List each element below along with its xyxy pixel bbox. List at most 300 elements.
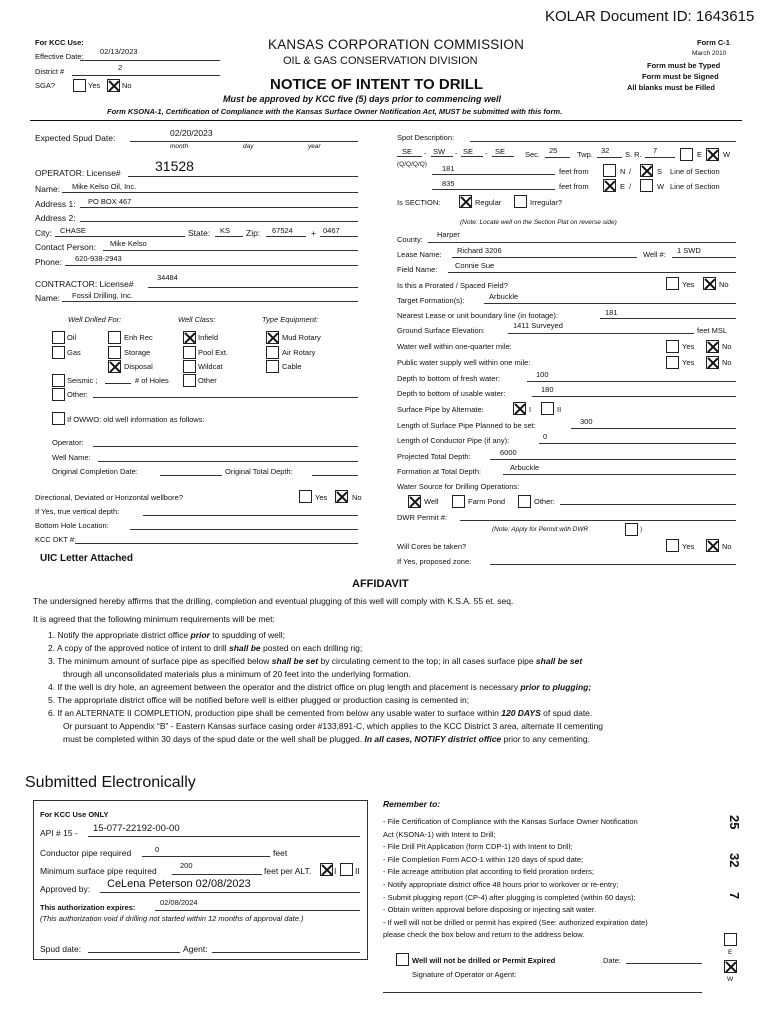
- affidavit-item-6: 6. If an ALTERNATE II COMPLETION, production pipe shall be cemented from below any usable water to surface within 120 DAYS of spud date.: [48, 708, 593, 718]
- range-e-checkbox[interactable]: [706, 148, 719, 161]
- directional-no-label: No: [352, 493, 362, 502]
- water-other-label: Other:: [534, 497, 555, 506]
- east-label: E: [620, 182, 626, 191]
- old-operator-label: Operator:: [52, 438, 84, 447]
- well-number-value[interactable]: 1 SWD: [677, 246, 701, 255]
- side-e-label: E: [728, 949, 733, 956]
- reminders-list: [383, 816, 648, 942]
- header-divider: [30, 120, 742, 121]
- fresh-water-label: Depth to bottom of fresh water:: [397, 374, 500, 383]
- remember-heading: Remember to:: [383, 799, 441, 809]
- north-checkbox[interactable]: [603, 164, 616, 177]
- other-class-label: Other: [198, 376, 217, 385]
- directional-label: Directional, Deviated or Horizontal wellbore?: [35, 493, 183, 502]
- fresh-water-value[interactable]: 100: [536, 370, 549, 379]
- range-line: [645, 157, 675, 158]
- form-number: Form C-1: [697, 38, 730, 47]
- district-label: District #: [35, 67, 65, 76]
- api-line: [88, 836, 360, 837]
- oil-checkbox[interactable]: [52, 331, 65, 344]
- reminder-8b: please check the box below and return to the address below.: [383, 930, 585, 940]
- dwr-permit-label: DWR Permit #:: [397, 513, 448, 522]
- elevation-label: Ground Surface Elevation:: [397, 326, 485, 335]
- spot-description-label: Spot Description:: [397, 133, 455, 142]
- cable-label: Cable: [282, 362, 302, 371]
- contractor-license-value[interactable]: 34484: [157, 273, 178, 282]
- effective-date-line: [80, 60, 220, 61]
- nearest-boundary-value[interactable]: 181: [605, 308, 618, 317]
- owwo-label: If OWWO: old well information as follows:: [67, 415, 205, 424]
- orig-depth-line: [312, 475, 358, 476]
- state-value[interactable]: KS: [220, 226, 231, 235]
- directional-no-checkbox[interactable]: [335, 490, 348, 503]
- public-water-no-checkbox[interactable]: [706, 356, 719, 369]
- agent-label: Agent:: [183, 944, 208, 954]
- holes-line: [105, 383, 131, 384]
- min-surface-pipe-line: [172, 874, 262, 875]
- public-water-label: Public water supply well within one mile:: [397, 358, 531, 367]
- wildcat-checkbox[interactable]: [183, 360, 196, 373]
- sec-line: [545, 157, 570, 158]
- well-number-label: Well #:: [643, 250, 666, 259]
- agency-name: KANSAS CORPORATION COMMISSION: [268, 37, 525, 52]
- spot-description-line: [470, 141, 736, 142]
- kcc-alt-ii-checkbox[interactable]: [340, 863, 353, 876]
- regular-checkbox[interactable]: [459, 195, 472, 208]
- operator-license-value[interactable]: 31528: [155, 158, 194, 174]
- spud-date-label: Expected Spud Date:: [35, 133, 116, 143]
- affidavit-item-1: 1. Notify the appropriate district office prior to spudding of well;: [48, 630, 286, 640]
- contact-value[interactable]: Mike Kelso: [110, 239, 147, 248]
- cores-yes-label: Yes: [682, 542, 695, 551]
- conductor-feet: feet: [273, 848, 288, 858]
- water-quarter-no-label: No: [722, 342, 732, 351]
- holes-label: # of Holes: [135, 376, 169, 385]
- oil-label: Oil: [67, 333, 77, 342]
- target-formation-label: Target Formation(s):: [397, 296, 465, 305]
- surface-pipe-length-label: Length of Surface Pipe Planned to be set:: [397, 421, 536, 430]
- not-drilled-label: Well will not be drilled or Permit Expired: [412, 956, 556, 965]
- pool-ext-checkbox[interactable]: [183, 346, 196, 359]
- sga-yes-label: Yes: [88, 81, 101, 90]
- form-revision-date: March 2010: [692, 50, 727, 57]
- farm-pond-checkbox[interactable]: [452, 495, 465, 508]
- not-drilled-checkbox[interactable]: [396, 953, 409, 966]
- formation-depth-line: [503, 474, 736, 475]
- projected-depth-line: [490, 459, 736, 460]
- orig-depth-label: Original Total Depth:: [225, 467, 293, 476]
- district-line: [72, 75, 220, 76]
- conductor-pipe-label: Length of Conductor Pipe (if any):: [397, 436, 510, 445]
- well-class-heading: Well Class:: [178, 315, 216, 324]
- state-line: [215, 236, 243, 237]
- feet-from-ns-label: feet from: [559, 167, 589, 176]
- other-purpose-label: Other:: [67, 390, 88, 399]
- agent-line: [212, 952, 360, 953]
- sga-no-label: No: [122, 81, 132, 90]
- zip-line: [266, 236, 306, 237]
- type-equipment-heading: Type Equipment:: [262, 315, 319, 324]
- surface-pipe-length-value[interactable]: 300: [580, 417, 593, 426]
- mud-rotary-label: Mud Rotary: [282, 333, 321, 342]
- authorization-void-note: (This authorization void if drilling not started within 12 months of approval date.): [40, 914, 304, 923]
- address1-value[interactable]: PO BOX 467: [88, 197, 132, 206]
- dwr-permit-line: [460, 520, 736, 521]
- lease-name-label: Lease Name:: [397, 250, 442, 259]
- mud-rotary-checkbox[interactable]: [266, 331, 279, 344]
- other-class-checkbox[interactable]: [183, 374, 196, 387]
- water-source-label: Water Source for Drilling Operations:: [397, 482, 520, 491]
- pool-ext-label: Pool Ext.: [198, 348, 229, 357]
- county-label: County:: [397, 235, 423, 244]
- effective-date-label: Effective Date:: [35, 52, 84, 61]
- operator-license-line: [128, 176, 358, 177]
- range-w-label: W: [723, 150, 731, 159]
- operator-name-value[interactable]: Mike Kelso Oil, Inc.: [72, 182, 137, 191]
- locate-note: (Note: Locate well on the Section Plat on reverse side): [460, 219, 617, 226]
- prorated-no-label: No: [719, 280, 729, 289]
- sga-label: SGA?: [35, 81, 56, 90]
- cable-checkbox[interactable]: [266, 360, 279, 373]
- target-formation-line: [484, 303, 736, 304]
- expires-value[interactable]: 02/08/2024: [160, 898, 198, 907]
- signature-line: [383, 992, 702, 993]
- cores-label: Will Cores be taken?: [397, 542, 467, 551]
- formation-depth-value[interactable]: Arbuckle: [510, 463, 540, 472]
- lease-name-value[interactable]: Richard 3206: [457, 246, 502, 255]
- alternate-i-label: I: [529, 405, 532, 414]
- phone-value[interactable]: 620-938-2943: [75, 254, 122, 263]
- affidavit-item-6-cont2: must be completed within 30 days of the spud date or the well shall be plugged. In all cases, NOTIFY district office prior to any cementing.: [63, 734, 590, 744]
- expires-label: This authorization expires:: [40, 903, 136, 912]
- elevation-line: [508, 333, 694, 334]
- projected-depth-label: Projected Total Depth:: [397, 452, 471, 461]
- proposed-zone-label: If Yes, proposed zone:: [397, 557, 472, 566]
- alternate-ii-label: II: [557, 405, 562, 414]
- usable-water-label: Depth to bottom of usable water:: [397, 389, 506, 398]
- owwo-checkbox[interactable]: [52, 412, 65, 425]
- side-w-label: W: [727, 976, 734, 983]
- county-value[interactable]: Harper: [437, 230, 460, 239]
- effective-date-value[interactable]: 02/13/2023: [100, 47, 138, 56]
- affidavit-item-3: 3. The minimum amount of surface pipe as specified below shall be set by circulating cement to the top; in all cases surface pipe shall be set: [48, 656, 583, 666]
- city-label: City:: [35, 228, 52, 238]
- north-label: N: [620, 167, 626, 176]
- orig-completion-line: [160, 475, 222, 476]
- elevation-value[interactable]: 1411 Surveyed: [513, 321, 563, 330]
- quarter1-value[interactable]: SE: [402, 147, 413, 156]
- zip4-value[interactable]: 0467: [323, 226, 340, 235]
- disposal-checkbox[interactable]: [108, 360, 121, 373]
- api-label: API # 15 -: [40, 828, 78, 838]
- water-source-well-checkbox[interactable]: [408, 495, 421, 508]
- phone-line: [65, 265, 358, 266]
- kolar-document-id: KOLAR Document ID: 1643615: [545, 8, 755, 25]
- spud-date-footer-line: [88, 952, 180, 953]
- twp-value[interactable]: 32: [601, 146, 610, 155]
- true-vertical-label: If Yes, true vertical depth:: [35, 507, 120, 516]
- water-quarter-yes-label: Yes: [682, 342, 695, 351]
- operator-name-label: Name:: [35, 184, 61, 194]
- quarter1-line: [397, 156, 422, 157]
- year-caption: year: [308, 143, 321, 150]
- spud-date-value[interactable]: 02/20/2023: [170, 128, 213, 138]
- fresh-water-line: [527, 381, 736, 382]
- zip-value[interactable]: 67524: [272, 226, 293, 235]
- reminder-4: - File acreage attribution plat according to field proration orders;: [383, 867, 594, 877]
- well-number-line: [672, 257, 736, 258]
- prorated-yes-checkbox[interactable]: [666, 277, 679, 290]
- reminder-1: - File Certification of Compliance with the Kansas Surface Owner Notification: [383, 817, 638, 826]
- spud-date-footer-label: Spud date:: [40, 944, 82, 954]
- quarter4-value[interactable]: SE: [495, 147, 506, 156]
- not-drilled-date-label: Date:: [603, 956, 621, 965]
- conductor-pipe-value[interactable]: 0: [543, 432, 548, 441]
- alternate-ii-checkbox[interactable]: [541, 402, 554, 415]
- footage-ew-line: [432, 189, 555, 190]
- line-of-section-ns: Line of Section: [670, 167, 720, 176]
- irregular-checkbox[interactable]: [514, 195, 527, 208]
- footage-ew-value[interactable]: 835: [442, 179, 455, 188]
- field-name-label: Field Name:: [397, 265, 438, 274]
- form-signed-note: Form must be Signed: [642, 72, 719, 81]
- kcc-dkt-line: [75, 543, 358, 544]
- well-drilled-for-heading: Well Drilled For:: [68, 315, 122, 324]
- affidavit-intro: The undersigned hereby affirms that the drilling, completion and eventual plugging of this well will comply with K.S.A. 55 et. seq.: [33, 596, 514, 606]
- water-other-line: [560, 504, 736, 505]
- public-water-yes-checkbox[interactable]: [666, 356, 679, 369]
- usable-water-line: [532, 396, 736, 397]
- prorated-no-checkbox[interactable]: [703, 277, 716, 290]
- affidavit-item-5: 5. The appropriate district office will be notified before well is either plugged or production casing is cemented in;: [48, 695, 470, 705]
- kcc-alt-ii-label: II: [355, 866, 360, 876]
- approved-by-label: Approved by:: [40, 884, 91, 894]
- twp-label: Twp.: [577, 150, 593, 159]
- gas-checkbox[interactable]: [52, 346, 65, 359]
- infield-label: Infield: [198, 333, 219, 342]
- kcc-alt-i-label: I: [334, 866, 337, 876]
- footage-ns-value[interactable]: 181: [442, 164, 455, 173]
- qqqq-caption: (Q/Q/Q/Q): [397, 161, 427, 168]
- seismic-checkbox[interactable]: [52, 374, 65, 387]
- reminder-6: - Submit plugging report (CP-4) after plugging is completed (within 60 days);: [383, 892, 636, 902]
- affidavit-item-4: 4. If the well is dry hole, an agreement between the operator and the district office on plug length and placement is necessary prior to plugging;: [48, 682, 592, 692]
- old-well-name-label: Well Name:: [52, 453, 91, 462]
- field-name-line: [448, 272, 736, 273]
- wildcat-label: Wildcat: [198, 362, 223, 371]
- south-label: S: [657, 167, 663, 176]
- projected-depth-value[interactable]: 6000: [500, 448, 517, 457]
- directional-yes-label: Yes: [315, 493, 328, 502]
- reminder-8: - If well will not be drilled or permit has expired (See: authorized expiration date): [383, 917, 648, 927]
- side-e-checkbox[interactable]: [724, 933, 737, 946]
- storage-checkbox[interactable]: [108, 346, 121, 359]
- quarter2-value[interactable]: SW: [433, 147, 446, 156]
- gas-label: Gas: [67, 348, 81, 357]
- reminder-5: - Notify appropriate district office 48 hours prior to workover or re-entry;: [383, 879, 619, 889]
- bottom-hole-label: Bottom Hole Location:: [35, 521, 109, 530]
- footage-ns-line: [432, 174, 555, 175]
- form-blanks-note: All blanks must be Filled: [627, 83, 715, 92]
- contractor-name-line: [62, 301, 358, 302]
- east-checkbox[interactable]: [603, 179, 616, 192]
- water-source-well-label: Well: [424, 497, 439, 506]
- conductor-required-value[interactable]: 0: [155, 845, 160, 854]
- prorated-yes-label: Yes: [682, 280, 695, 289]
- address2-line: [80, 221, 358, 222]
- min-surface-pipe-label: Minimum surface pipe required: [40, 866, 157, 876]
- sec-value[interactable]: 25: [549, 146, 558, 155]
- kcc-dkt-label: KCC DKT #:: [35, 535, 77, 544]
- side-section: 25: [727, 815, 742, 830]
- west-checkbox[interactable]: [640, 179, 653, 192]
- approval-notice: Must be approved by KCC five (5) days prior to commencing well: [223, 94, 502, 104]
- range-label: S. R.: [625, 150, 642, 159]
- quarter3-value[interactable]: SE: [463, 147, 474, 156]
- address1-label: Address 1:: [35, 199, 76, 209]
- proposed-zone-line: [490, 564, 736, 565]
- feet-from-ew-label: feet from: [559, 182, 589, 191]
- enh-rec-checkbox[interactable]: [108, 331, 121, 344]
- irregular-label: Irregular?: [530, 198, 563, 207]
- side-w-checkbox[interactable]: [724, 960, 737, 973]
- submitted-electronically: Submitted Electronically: [25, 774, 196, 791]
- reminder-2: - File Drill Pit Application (form CDP-1) with Intent to Drill;: [383, 842, 573, 852]
- range-e-box-empty[interactable]: [680, 148, 693, 161]
- phone-label: Phone:: [35, 257, 62, 267]
- reminder-7: - Obtain written approval before disposing or injecting salt water.: [383, 905, 597, 915]
- zip-plus: +: [311, 228, 316, 238]
- water-quarter-no-checkbox[interactable]: [706, 340, 719, 353]
- range-e-label: E: [697, 150, 703, 159]
- directional-yes-checkbox[interactable]: [299, 490, 312, 503]
- alternate-label: Surface Pipe by Alternate:: [397, 405, 484, 414]
- lease-name-line: [452, 257, 637, 258]
- spud-date-line: [130, 141, 358, 142]
- side-range: 7: [727, 892, 742, 900]
- operator-license-label: OPERATOR: License#: [35, 168, 121, 178]
- state-label: State:: [188, 228, 211, 238]
- true-vertical-line: [143, 515, 358, 516]
- affidavit-title: AFFIDAVIT: [352, 578, 409, 590]
- signature-label: Signature of Operator or Agent:: [412, 970, 517, 979]
- range-value[interactable]: 7: [653, 146, 658, 155]
- month-caption: month: [170, 143, 189, 150]
- farm-pond-label: Farm Pond: [468, 497, 506, 506]
- water-other-checkbox[interactable]: [518, 495, 531, 508]
- division-name: OIL & GAS CONSERVATION DIVISION: [283, 55, 478, 67]
- seismic-label: Seismic ;: [67, 376, 98, 385]
- quarter3-line: [461, 156, 483, 157]
- zip4-line: [320, 236, 358, 237]
- storage-label: Storage: [124, 348, 151, 357]
- sga-yes-checkbox[interactable]: [73, 79, 86, 92]
- contractor-license-label: CONTRACTOR: License#: [35, 279, 134, 289]
- nearest-boundary-line: [600, 318, 736, 319]
- side-township: 32: [727, 853, 742, 868]
- surface-pipe-length-line: [571, 428, 736, 429]
- cores-no-checkbox[interactable]: [706, 539, 719, 552]
- feet-per-alt-label: feet per ALT.: [264, 866, 312, 876]
- regular-label: Regular: [475, 198, 502, 207]
- form-title: NOTICE OF INTENT TO DRILL: [270, 76, 484, 93]
- approved-by-line: [100, 892, 360, 893]
- target-formation-value[interactable]: Arbuckle: [489, 292, 519, 301]
- infield-checkbox[interactable]: [183, 331, 196, 344]
- cores-no-label: No: [722, 542, 732, 551]
- contractor-license-line: [148, 287, 358, 288]
- water-quarter-yes-checkbox[interactable]: [666, 340, 679, 353]
- disposal-label: Disposal: [124, 362, 153, 371]
- district-value[interactable]: 2: [118, 63, 123, 72]
- dwr-apply-checkbox[interactable]: [625, 523, 638, 536]
- public-water-no-label: No: [722, 358, 732, 367]
- public-water-yes-label: Yes: [682, 358, 695, 367]
- field-name-value[interactable]: Connie Sue: [455, 261, 495, 270]
- for-kcc-use-label: For KCC Use:: [35, 38, 84, 47]
- formation-depth-label: Formation at Total Depth:: [397, 467, 482, 476]
- west-label: W: [657, 182, 665, 191]
- approved-by-value[interactable]: CeLena Peterson 02/08/2023: [107, 878, 251, 890]
- zip-label: Zip:: [246, 228, 261, 238]
- affidavit-item-6-cont: Or pursuant to Appendix “B” - Eastern Kansas surface casing order #133,891-C, which applies to the KCC District 3 area, alternate II cementing: [63, 721, 604, 731]
- line-of-section-ew: Line of Section: [670, 182, 720, 191]
- expires-line: [155, 910, 360, 911]
- twp-line: [597, 157, 622, 158]
- conductor-required-label: Conductor pipe required: [40, 848, 132, 858]
- quarter4-line: [492, 156, 514, 157]
- not-drilled-date-line: [626, 963, 702, 964]
- water-well-quarter-label: Water well within one-quarter mile:: [397, 342, 512, 351]
- form-typed-note: Form must be Typed: [647, 61, 721, 70]
- prorated-label: Is this a Prorated / Spaced Field?: [397, 281, 508, 290]
- old-well-name-line: [98, 461, 358, 462]
- air-rotary-label: Air Rotary: [282, 348, 316, 357]
- api-value[interactable]: 15-077-22192-00-00: [93, 823, 180, 834]
- enh-rec-label: Enh Rec: [124, 333, 153, 342]
- operator-name-line: [62, 192, 358, 193]
- sec-label: Sec.: [525, 150, 541, 159]
- other-purpose-checkbox[interactable]: [52, 388, 65, 401]
- kcc-alt-i-checkbox[interactable]: [320, 863, 333, 876]
- conductor-required-line: [142, 856, 270, 857]
- nearest-boundary-label: Nearest Lease or unit boundary line (in footage):: [397, 311, 558, 320]
- quarter2-line: [431, 156, 453, 157]
- city-value[interactable]: CHASE: [60, 226, 86, 235]
- is-section-label: Is SECTION:: [397, 198, 441, 207]
- bottom-hole-line: [130, 529, 358, 530]
- cores-yes-checkbox[interactable]: [666, 539, 679, 552]
- contractor-name-value[interactable]: Fossil Drilling, Inc.: [72, 291, 133, 300]
- contractor-name-label: Name:: [35, 293, 61, 303]
- air-rotary-checkbox[interactable]: [266, 346, 279, 359]
- reminder-1b: Act (KSONA-1) with Intent to Drill;: [383, 829, 496, 839]
- conductor-pipe-line: [539, 443, 736, 444]
- alternate-i-checkbox[interactable]: [513, 402, 526, 415]
- old-operator-line: [93, 446, 358, 447]
- south-checkbox[interactable]: [640, 164, 653, 177]
- min-surface-pipe-value[interactable]: 200: [180, 861, 193, 870]
- kcc-use-only-label: For KCC Use ONLY: [40, 810, 109, 819]
- city-line: [55, 236, 185, 237]
- ksona-notice: Form KSONA-1, Certification of Compliance with the Kansas Surface Owner Notification Act, MUST be submitted with this form.: [107, 107, 563, 116]
- usable-water-value[interactable]: 180: [541, 385, 554, 394]
- address2-label: Address 2:: [35, 213, 76, 223]
- contact-label: Contact Person:: [35, 242, 96, 252]
- sga-no-checkbox[interactable]: [107, 79, 120, 92]
- uic-letter: UIC Letter Attached: [40, 553, 133, 564]
- affidavit-requirements-intro: It is agreed that the following minimum requirements will be met:: [33, 614, 275, 624]
